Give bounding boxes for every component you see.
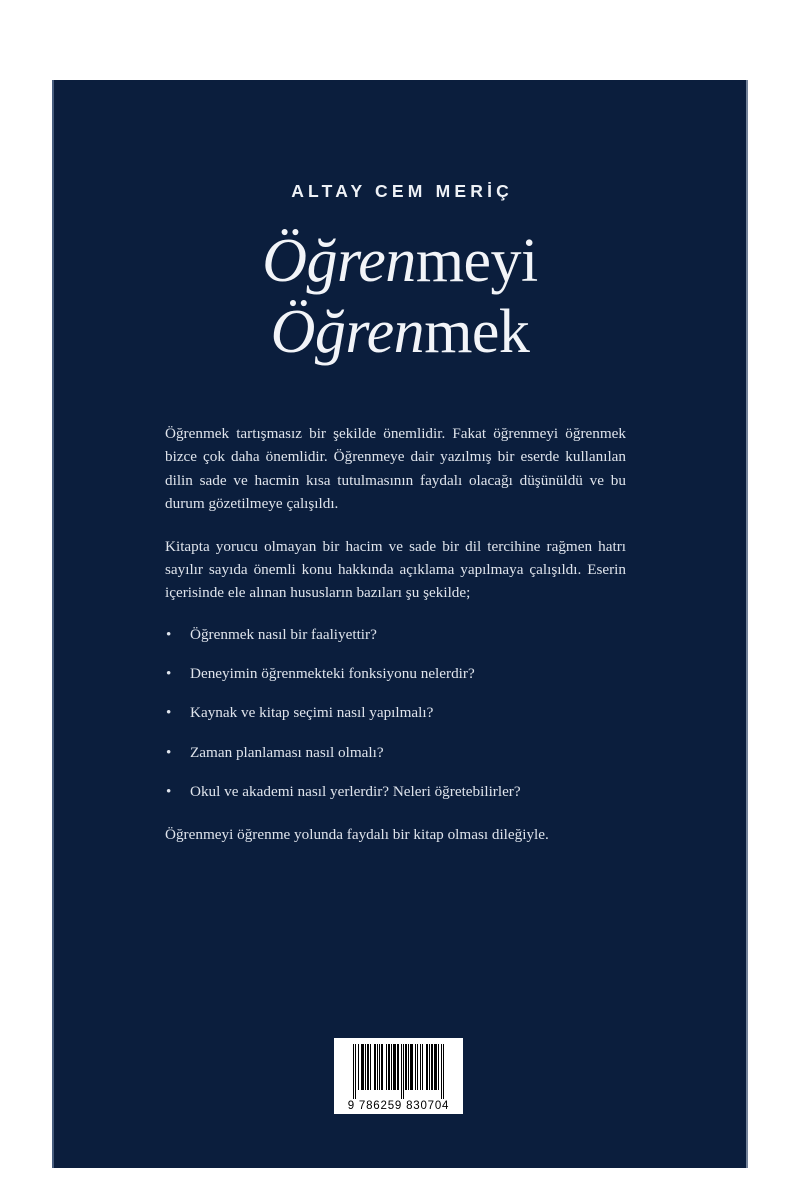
barcode-digits: 9 786259 830704	[347, 1100, 450, 1112]
list-item	[165, 702, 626, 725]
book-title-line-1-italic: Öğren	[262, 227, 416, 295]
book-title-line-2-roman: mek	[424, 298, 530, 367]
list-item-label: Deneyimin öğrenmekteki fonksiyonu nelerdir?	[190, 665, 475, 683]
bullet-icon: •	[166, 743, 172, 761]
list-item	[165, 742, 626, 765]
book-title-line-2	[52, 298, 748, 367]
bullet-icon: •	[166, 625, 172, 643]
barcode-bars	[341, 1044, 456, 1090]
blurb-paragraph-1: Öğrenmek tartışmasız bir şekilde önemlidir. Fakat öğrenmeyi öğrenmek bizce çok daha önemlidir. Öğrenmeye dair yazılmış bir eserde kullanılan dilin sade ve hacmin kısa tutulmasının faydalı olacağı düşünüldü ve bu durum gözetilmeye çalışıldı.	[165, 425, 626, 513]
list-item-label: Öğrenmek nasıl bir faaliyettir?	[190, 625, 377, 643]
author-name: ALTAY CEM MERİÇ	[291, 181, 513, 201]
blurb-text-block	[165, 422, 626, 846]
list-item	[165, 781, 626, 804]
bullet-icon: •	[166, 783, 172, 801]
book-title	[52, 227, 748, 367]
book-back-cover	[52, 80, 748, 1168]
topic-bullet-list	[165, 624, 626, 804]
bullet-icon: •	[166, 704, 172, 722]
book-title-line-1-roman: meyi	[415, 227, 538, 295]
book-title-line-2-italic: Öğren	[270, 298, 425, 367]
list-item-label: Kaynak ve kitap seçimi nasıl yapılmalı?	[190, 704, 434, 722]
list-item-label: Zaman planlaması nasıl olmalı?	[190, 743, 384, 761]
book-title-line-1	[52, 227, 748, 295]
isbn-barcode	[334, 1038, 463, 1114]
bullet-icon: •	[166, 665, 172, 683]
list-item-label: Okul ve akademi nasıl yerlerdir? Neleri öğretebilirler?	[190, 783, 521, 801]
blurb-closing-line: Öğrenmeyi öğrenme yolunda faydalı bir kitap olması dileğiyle.	[165, 825, 549, 843]
blurb-paragraph-2: Kitapta yorucu olmayan bir hacim ve sade bir dil tercihine rağmen hatrı sayılır sayıda önemli konu hakkında açıklama yapılmaya çalışıldı. Eserin içerisinde ele alınan hususların bazıları şu şekilde;	[165, 537, 626, 602]
list-item	[165, 663, 626, 686]
list-item	[165, 624, 626, 647]
